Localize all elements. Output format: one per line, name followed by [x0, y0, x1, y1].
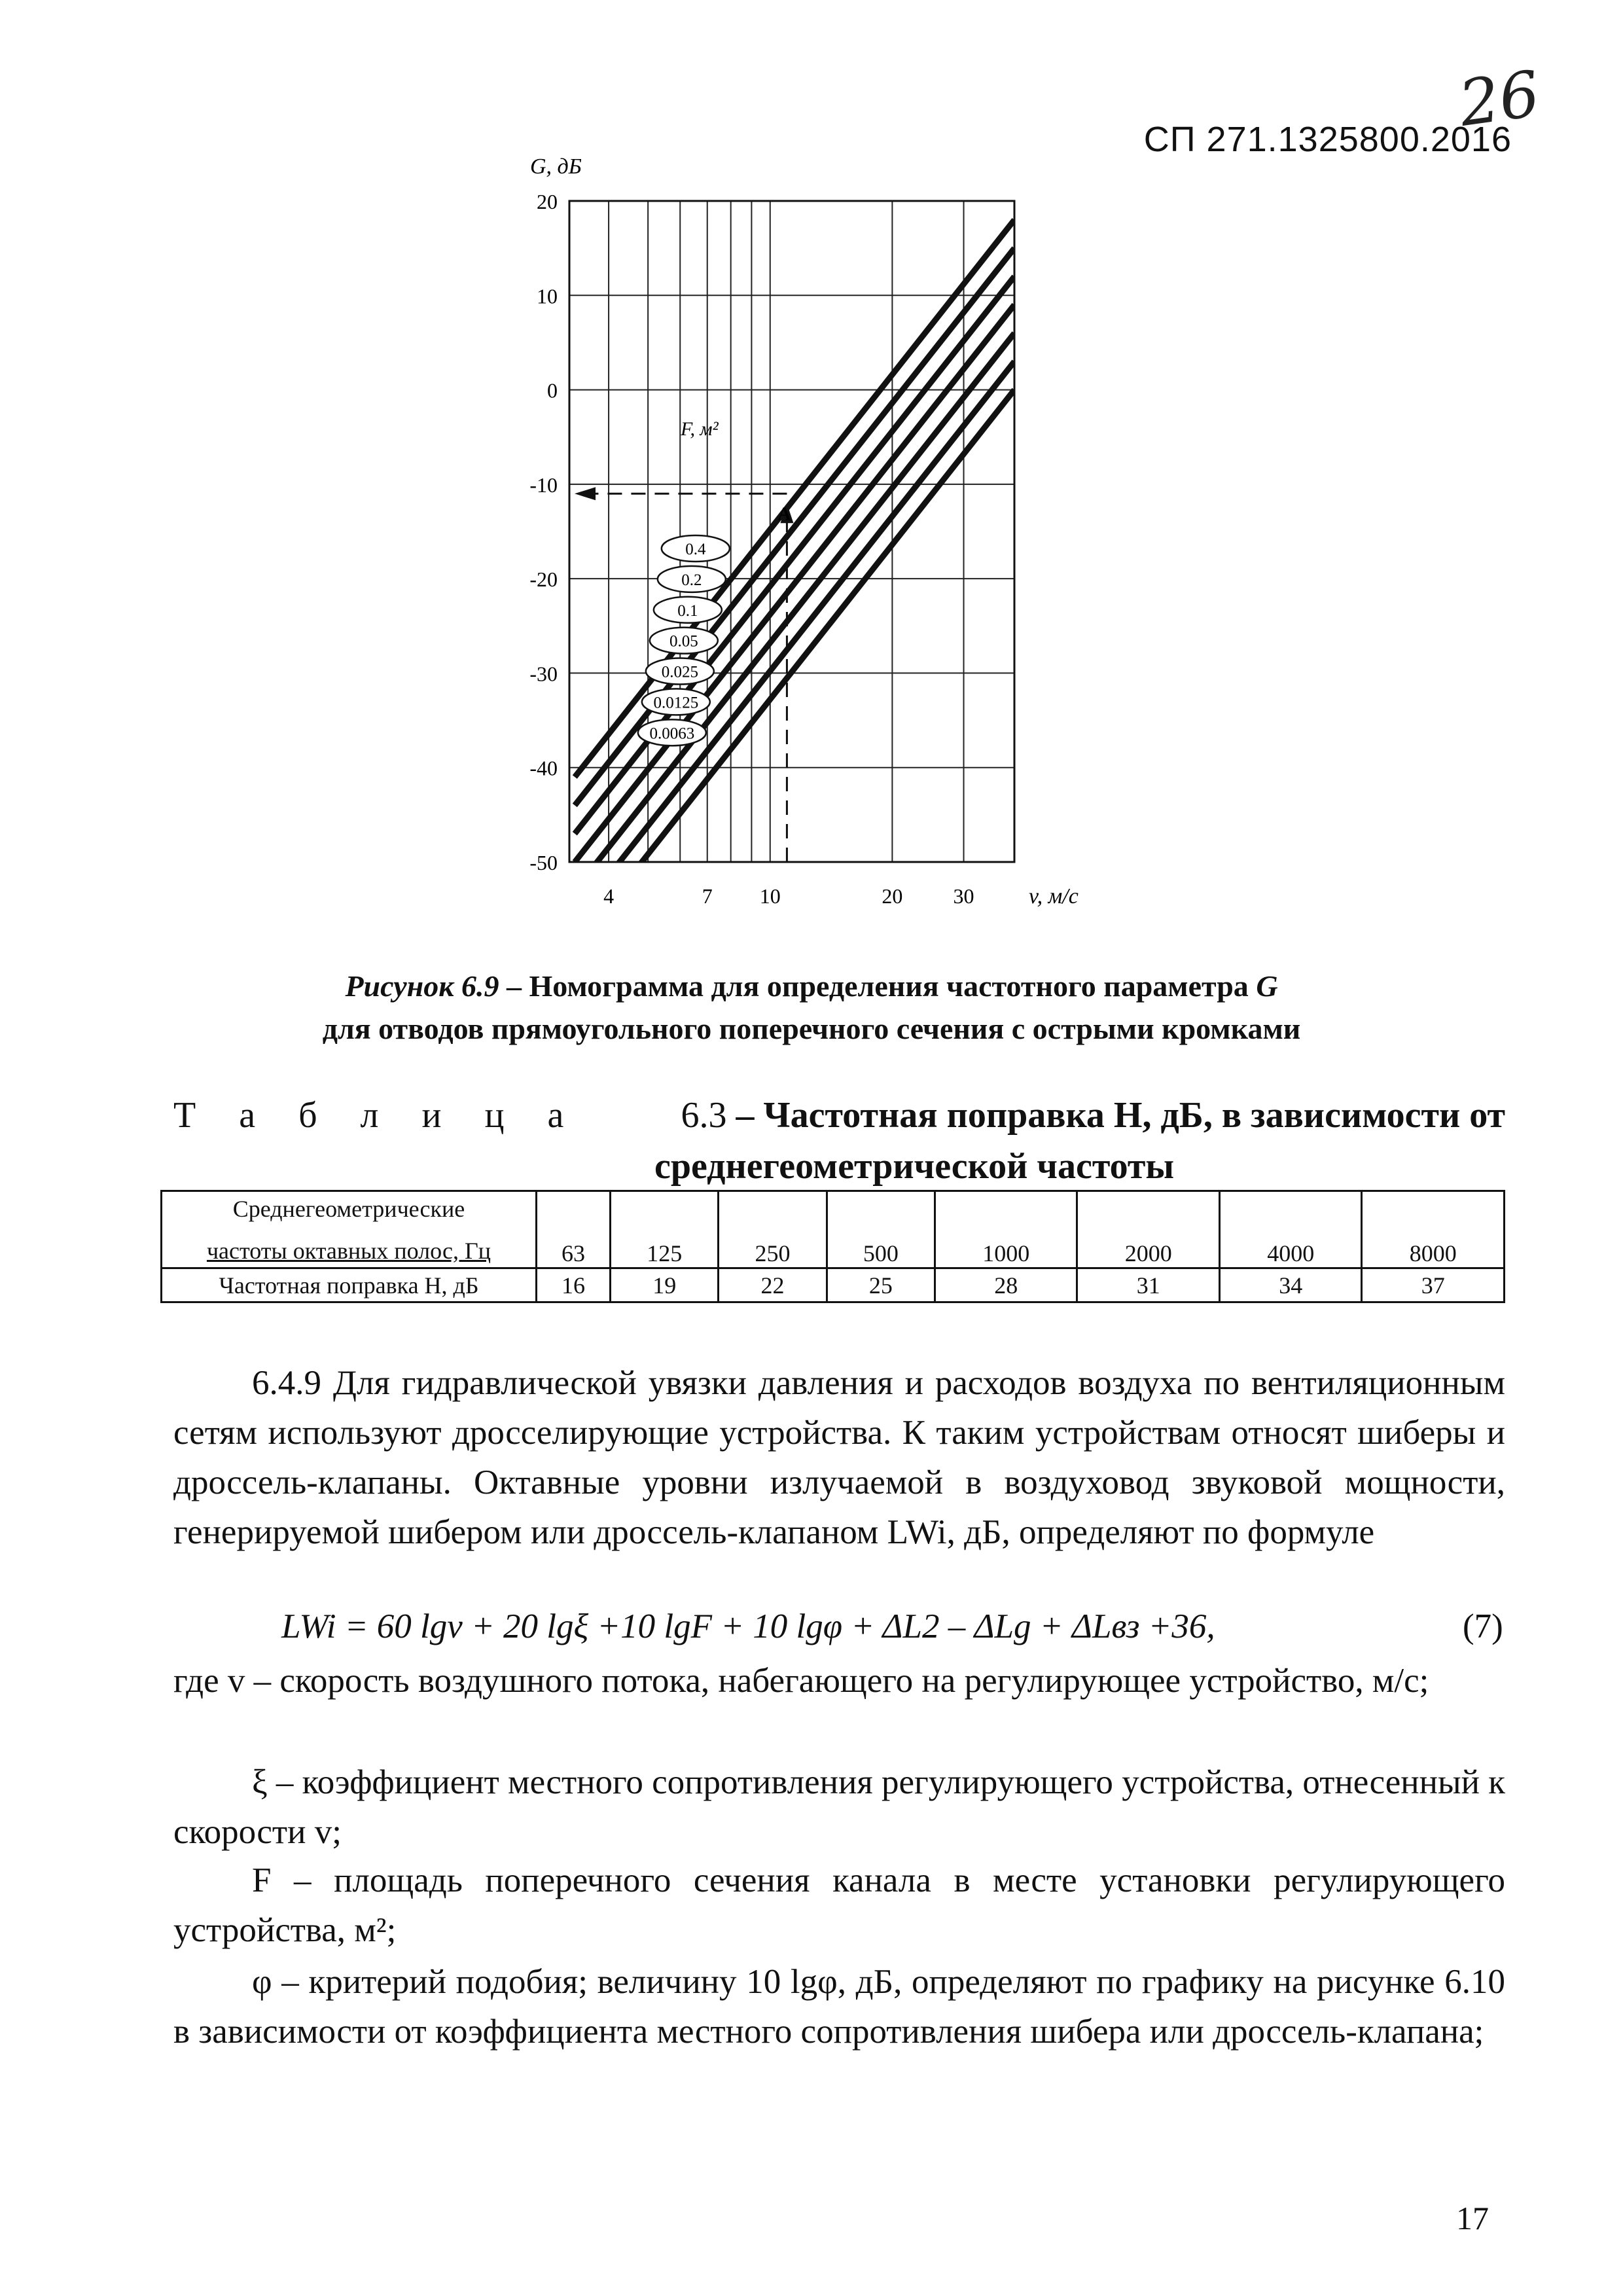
figure-caption-text: – Номограмма для определения частотного параметра	[499, 969, 1257, 1003]
x-tick-label: 10	[759, 884, 781, 908]
formula-7: LWi = 60 lgv + 20 lgξ +10 lgF + 10 lgφ + ΔL2 – ΔLg + ΔLвз +36,	[281, 1607, 1215, 1645]
y-axis-label: G, дБ	[530, 154, 582, 179]
area-label: F, м²	[681, 418, 719, 440]
formula-number: (7)	[1463, 1607, 1503, 1645]
y-tick-label: 10	[537, 284, 558, 308]
figure-caption-line2: для отводов прямоугольного поперечного сечения с острыми кромками	[322, 1012, 1301, 1045]
y-tick-label: -20	[529, 567, 558, 592]
table-cell-frequency: 125	[611, 1191, 719, 1268]
series-line	[575, 333, 1014, 890]
y-tick-label: 20	[537, 190, 558, 213]
y-tick-label: 0	[547, 378, 558, 403]
definition-v: где v – скорость воздушного потока, набегающего на регулирующее устройство, м/с;	[173, 1662, 1429, 1700]
table-cell-correction: 16	[537, 1268, 611, 1302]
table-cell-correction: 19	[611, 1268, 719, 1302]
table-cell-frequency: 2000	[1077, 1191, 1220, 1268]
table-label: Т а б л и ц а	[173, 1095, 581, 1136]
definition-f: F – площадь поперечного сечения канала в месте установки регулирующего устройства, м²;	[173, 1861, 1505, 1949]
series-line	[575, 220, 1014, 777]
table-cell-frequency: 4000	[1219, 1191, 1362, 1268]
handwritten-page-mark: 26	[1454, 57, 1544, 141]
y-tick-label: -30	[529, 662, 558, 686]
figure-caption-symbol: G	[1256, 969, 1278, 1003]
series-label: 0.2	[681, 571, 702, 589]
table-cell-frequency: 63	[537, 1191, 611, 1268]
nomogram-chart	[484, 147, 1139, 952]
page-number: 17	[1456, 2200, 1489, 2236]
definition-xi: ξ – коэффициент местного сопротивления регулирующего устройства, отнесенный к скорости v;	[173, 1763, 1505, 1851]
figure-caption-line1	[0, 969, 1623, 1003]
example-arrow-left	[575, 487, 596, 500]
x-tick-label: 20	[882, 884, 903, 908]
table-row-header: Частотная поправка H, дБ	[162, 1268, 537, 1302]
document-number: СП 271.1325800.2016	[1143, 120, 1512, 159]
table-cell-frequency: 1000	[935, 1191, 1077, 1268]
y-tick-label: -10	[529, 473, 558, 497]
table-row-header	[162, 1191, 537, 1268]
table-cell-correction: 31	[1077, 1268, 1220, 1302]
series-line	[575, 361, 1014, 918]
x-tick-label: 30	[953, 884, 974, 908]
table-number: 6.3	[681, 1095, 727, 1136]
x-tick-label: 7	[702, 884, 713, 908]
table-cell-correction: 37	[1362, 1268, 1505, 1302]
table-cell-correction: 28	[935, 1268, 1077, 1302]
series-line	[575, 248, 1014, 805]
table-cell-frequency: 500	[827, 1191, 935, 1268]
table-cell-correction: 22	[719, 1268, 827, 1302]
series-label: 0.1	[677, 601, 698, 620]
example-annotation: A	[777, 504, 791, 525]
y-tick-label: -40	[529, 756, 558, 780]
series-line	[575, 305, 1014, 862]
table-cell-frequency: 250	[719, 1191, 827, 1268]
series-line	[575, 390, 1014, 947]
frequency-correction-table	[160, 1190, 1505, 1303]
table-title-line2: среднегеометрической частоты	[654, 1146, 1175, 1187]
series-label: 0.0125	[653, 694, 699, 712]
paragraph-6-4-9: 6.4.9 Для гидравлической увязки давления и расходов воздуха по вентиляционным сетям используют дросселирующие устройства. К таким устройствам относят шиберы и дроссель-клапаны. Октавные уровни излучаемой в воздуховод звуковой мощности, генерируемой шибером или дроссель-клапаном LWi, дБ, определяют по формуле	[173, 1364, 1505, 1551]
x-axis-label: v, м/с	[1029, 884, 1079, 908]
table-title-line1	[173, 1094, 1505, 1136]
series-line	[575, 276, 1014, 833]
series-label: 0.0063	[649, 725, 695, 743]
y-tick-label: -50	[529, 851, 558, 874]
header-line-a: Среднегеометрические	[232, 1195, 465, 1222]
definition-phi: φ – критерий подобия; величину 10 lgφ, дБ, определяют по графику на рисунке 6.10 в зависимости от коэффициента местного сопротивления шибера или дроссель-клапана;	[173, 1963, 1505, 2051]
header-line-b: частоты октавных полос, Гц	[206, 1237, 491, 1264]
table-cell-frequency: 8000	[1362, 1191, 1505, 1268]
series-label: 0.05	[669, 632, 698, 651]
series-label: 0.025	[661, 663, 698, 681]
figure-caption-label: Рисунок 6.9	[345, 969, 499, 1003]
series-label: 0.4	[685, 540, 706, 558]
table-title: – Частотная поправка H, дБ, в зависимости от	[736, 1095, 1505, 1136]
table-cell-correction: 25	[827, 1268, 935, 1302]
table-cell-correction: 34	[1219, 1268, 1362, 1302]
x-tick-label: 4	[603, 884, 615, 908]
